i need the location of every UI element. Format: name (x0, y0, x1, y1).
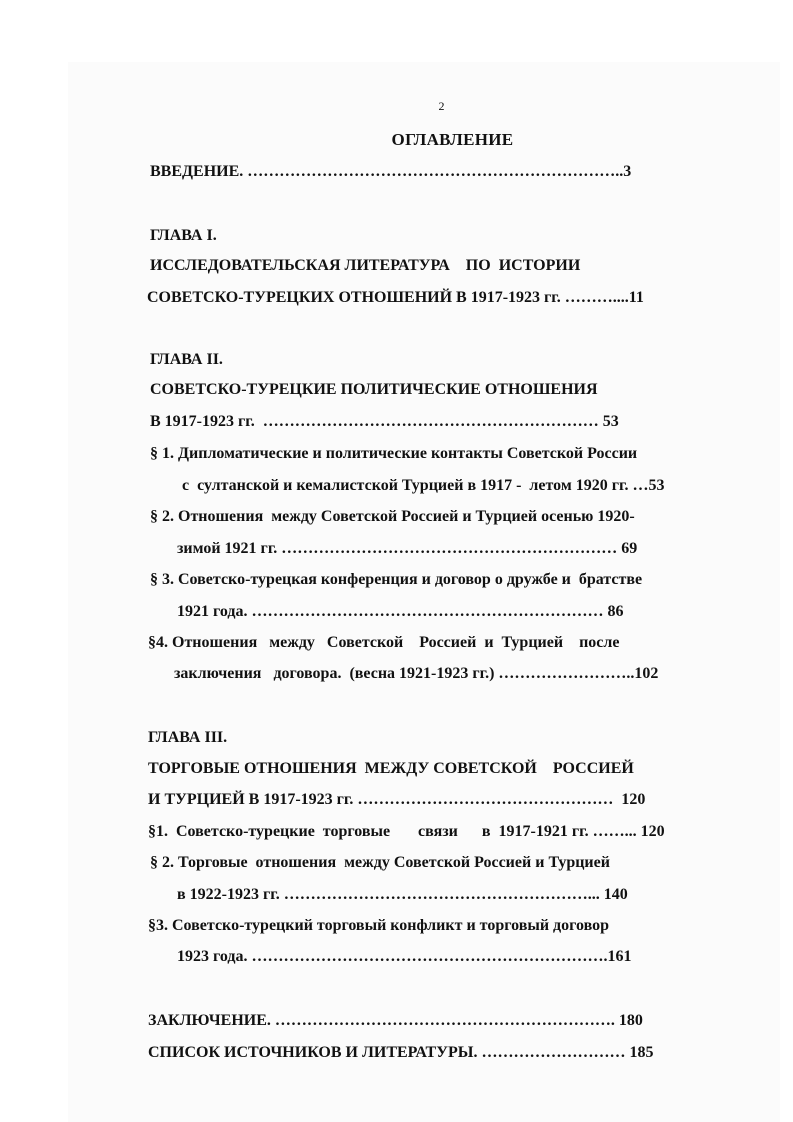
toc-entry-introduction: ВВЕДЕНИЕ. ……………………………………………………………..3 (150, 163, 632, 180)
chapter-3-title-line-1: ТОРГОВЫЕ ОТНОШЕНИЯ МЕЖДУ СОВЕТСКОЙ РОССИЕЙ (148, 760, 634, 777)
page-number: 2 (438, 99, 445, 113)
toc-entry-conclusion: ЗАКЛЮЧЕНИЕ. ………………………………………………………. 180 (148, 1012, 643, 1029)
section-3-3-line-2: 1923 года. ………………………………………………………….161 (177, 948, 632, 965)
chapter-1-label: ГЛАВА I. (150, 227, 217, 244)
section-2-4-line-1: §4. Отношения между Советской Россией и Турцией после (148, 634, 620, 651)
section-2-2-line-2: зимой 1921 гг. ……………………………………………………… 69 (177, 540, 638, 557)
section-2-3-line-1: § 3. Советско-турецкая конференция и договор о дружбе и братстве (150, 571, 643, 588)
toc-entry-bibliography: СПИСОК ИСТОЧНИКОВ И ЛИТЕРАТУРЫ. ……………………… 185 (148, 1044, 654, 1061)
section-2-4-line-2: заключения договора. (весна 1921-1923 гг.) ……………………..102 (174, 665, 659, 682)
section-2-1-line-2: с султанской и кемалистской Турцией в 1917 - летом 1920 гг. …53 (182, 477, 665, 494)
section-3-3-line-1: §3. Советско-турецкий торговый конфликт и торговый договор (148, 917, 610, 934)
chapter-3-label: ГЛАВА III. (148, 729, 228, 746)
section-3-2-line-2: в 1922-1923 гг. …………………………………………………... 140 (177, 886, 628, 903)
section-2-2-line-1: § 2. Отношения между Советской Россией и Турцией осенью 1920- (150, 508, 635, 525)
chapter-2-label: ГЛАВА II. (150, 351, 223, 368)
chapter-2-title-line-2: В 1917-1923 гг. ……………………………………………………… 53 (150, 413, 619, 430)
section-2-3-line-2: 1921 года. ………………………………………………………… 86 (177, 603, 624, 620)
section-3-2-line-1: § 2. Торговые отношения между Советской Россией и Турцией (150, 854, 610, 871)
section-2-1-line-1: § 1. Дипломатические и политические контакты Советской России (150, 445, 638, 462)
chapter-1-title-line-2: СОВЕТСКО-ТУРЕЦКИХ ОТНОШЕНИЙ В 1917-1923 гг. ………....11 (147, 289, 644, 306)
section-3-1: §1. Советско-турецкие торговые связи в 1917-1921 гг. ……... 120 (148, 823, 665, 840)
chapter-3-title-line-2: И ТУРЦИЕЙ В 1917-1923 гг. ………………………………………… 120 (148, 791, 646, 808)
chapter-2-title-line-1: СОВЕТСКО-ТУРЕЦКИЕ ПОЛИТИЧЕСКИЕ ОТНОШЕНИЯ (150, 381, 598, 398)
chapter-1-title-line-1: ИССЛЕДОВАТЕЛЬСКАЯ ЛИТЕРАТУРА ПО ИСТОРИИ (150, 257, 581, 274)
page-title: ОГЛАВЛЕНИЕ (391, 130, 514, 149)
